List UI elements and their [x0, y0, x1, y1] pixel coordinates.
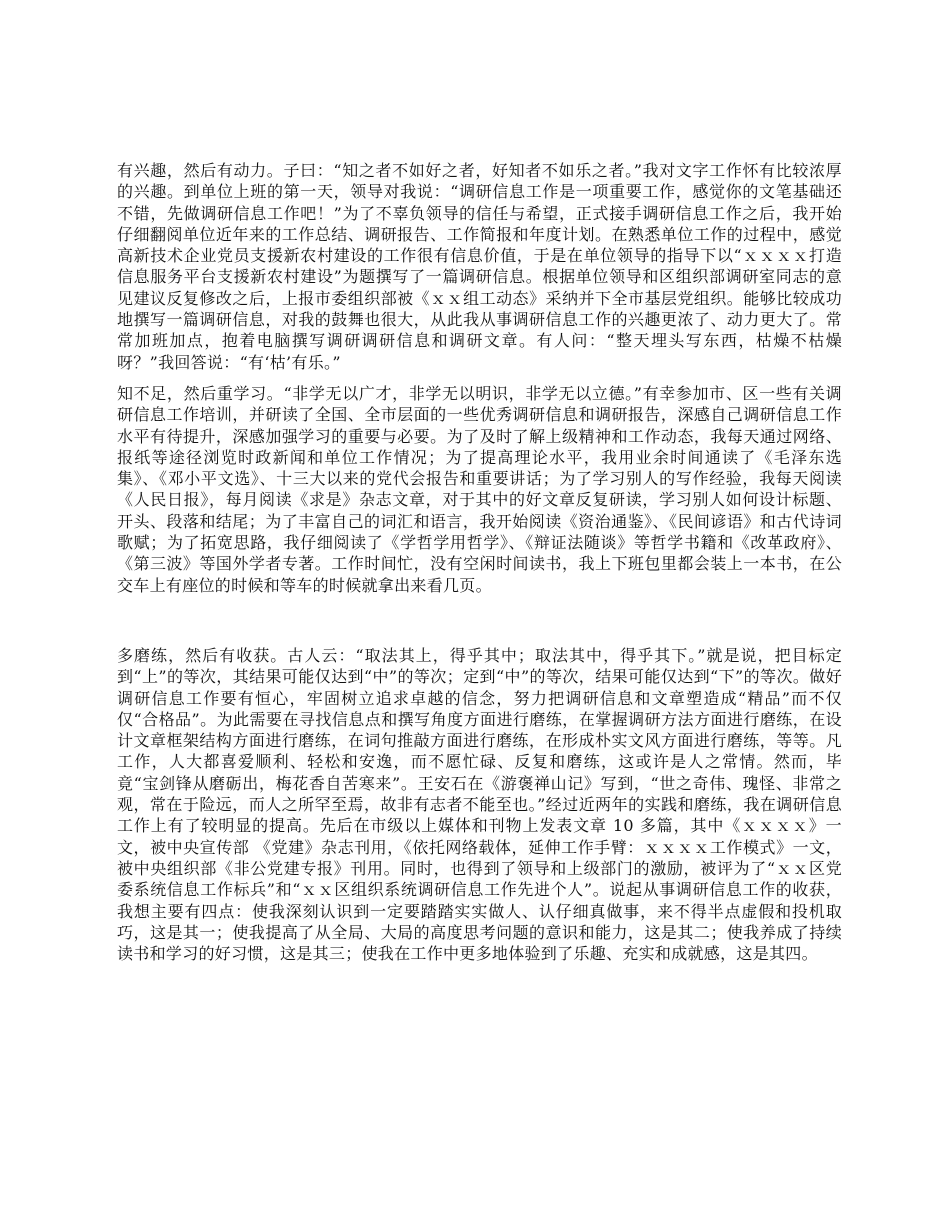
- paragraph-practice: 多磨练，然后有收获。古人云：“取法其上，得乎其中；取法其中，得乎其下。”就是说，把目标定到“上”的等次，其结果可能仅达到“中”的等次；定到“中”的等次，结果可能仅达到“下”的等次。做好调研信息工作要有恒心，牢固树立追求卓越的信念，努力把调研信息和文章塑造成“精品”而不仅仅“合格品”。为此需要在寻找信息点和撰写角度方面进行磨练，在掌握调研方法方面进行磨练，在设计文章框架结构方面进行磨练，在词句推敲方面进行磨练，在形成朴实文风方面进行磨练，等等。凡工作，人大都喜爱顺利、轻松和安逸，而不愿忙碌、反复和磨练，这或许是人之常情。然而，毕竟“宝剑锋从磨砺出，梅花香自苦寒来”。王安石在《游褒禅山记》写到，“世之奇伟、瑰怪、非常之观，常在于险远，而人之所罕至焉，故非有志者不能至也。”经过近两年的实践和磨练，我在调研信息工作上有了较明显的提高。先后在市级以上媒体和刊物上发表文章 10 多篇，其中《ｘｘｘｘ》一文，被中央宣传部 《党建》杂志刊用，《依托网络载体，延伸工作手臂：ｘｘｘｘ工作模式》一文，被中央组织部《非公党建专报》刊用。同时，也得到了领导和上级部门的激励，被评为了“ｘｘ区党委系统信息工作标兵”和“ｘｘ区组织系统调研信息工作先进个人”。说起从事调研信息工作的收获，我想主要有四点：使我深刻认识到一定要踏踏实实做人、认仔细真做事，来不得半点虚假和投机取巧，这是其一；使我提高了从全局、大局的高度思考问题的意识和能力，这是其二；使我养成了持续读书和学习的好习惯，这是其三；使我在工作中更多地体验到了乐趣、充实和成就感，这是其四。: [117, 645, 842, 964]
- document-body: [117, 160, 842, 964]
- paragraph-study: 知不足，然后重学习。“非学无以广才，非学无以明识，非学无以立德。”有幸参加市、区一些有关调研信息工作培训，并研读了全国、全市层面的一些优秀调研信息和调研报告，深感自己调研信息工作水平有待提升，深感加强学习的重要与必要。为了及时了解上级精神和工作动态，我每天通过网络、报纸等途径浏览时政新闻和单位工作情况；为了提高理论水平，我用业余时间通读了《毛泽东选集》、《邓小平文选》、十三大以来的党代会报告和重要讲话；为了学习别人的写作经验，我每天阅读《人民日报》，每月阅读《求是》杂志文章，对于其中的好文章反复研读，学习别人如何设计标题、开头、段落和结尾；为了丰富自己的词汇和语言，我开始阅读《资治通鉴》、《民间谚语》和古代诗词歌赋；为了拓宽思路，我仔细阅读了《学哲学用哲学》、《辩证法随谈》等哲学书籍和《改革政府》、《第三波》等国外学者专著。工作时间忙，没有空闲时间读书，我上下班包里都会装上一本书，在公交车上有座位的时候和等车的时候就拿出来看几页。: [117, 383, 842, 595]
- paragraph-interest: 有兴趣，然后有动力。子曰：“知之者不如好之者，好知者不如乐之者。”我对文字工作怀有比较浓厚的兴趣。到单位上班的第一天，领导对我说：“调研信息工作是一项重要工作，感觉你的文笔基础还不错，先做调研信息工作吧！”为了不辜负领导的信任与希望，正式接手调研信息工作之后，我开始仔细翻阅单位近年来的工作总结、调研报告、工作简报和年度计划。在熟悉单位工作的过程中，感觉高新技术企业党员支援新农村建设的工作很有信息价值，于是在单位领导的指导下以“ｘｘｘｘ打造信息服务平台支援新农村建设”为题撰写了一篇调研信息。根据单位领导和区组织部调研室同志的意见建议反复修改之后，上报市委组织部被《ｘｘ组工动态》采纳并下全市基层党组织。能够比较成功地撰写一篇调研信息，对我的鼓舞也很大，从此我从事调研信息工作的兴趣更浓了、动力更大了。常常加班加点，抱着电脑撰写调研调研信息和调研文章。有人问：“整天埋头写东西，枯燥不枯燥呀？”我回答说：“有‘枯’有乐。”: [117, 161, 842, 372]
